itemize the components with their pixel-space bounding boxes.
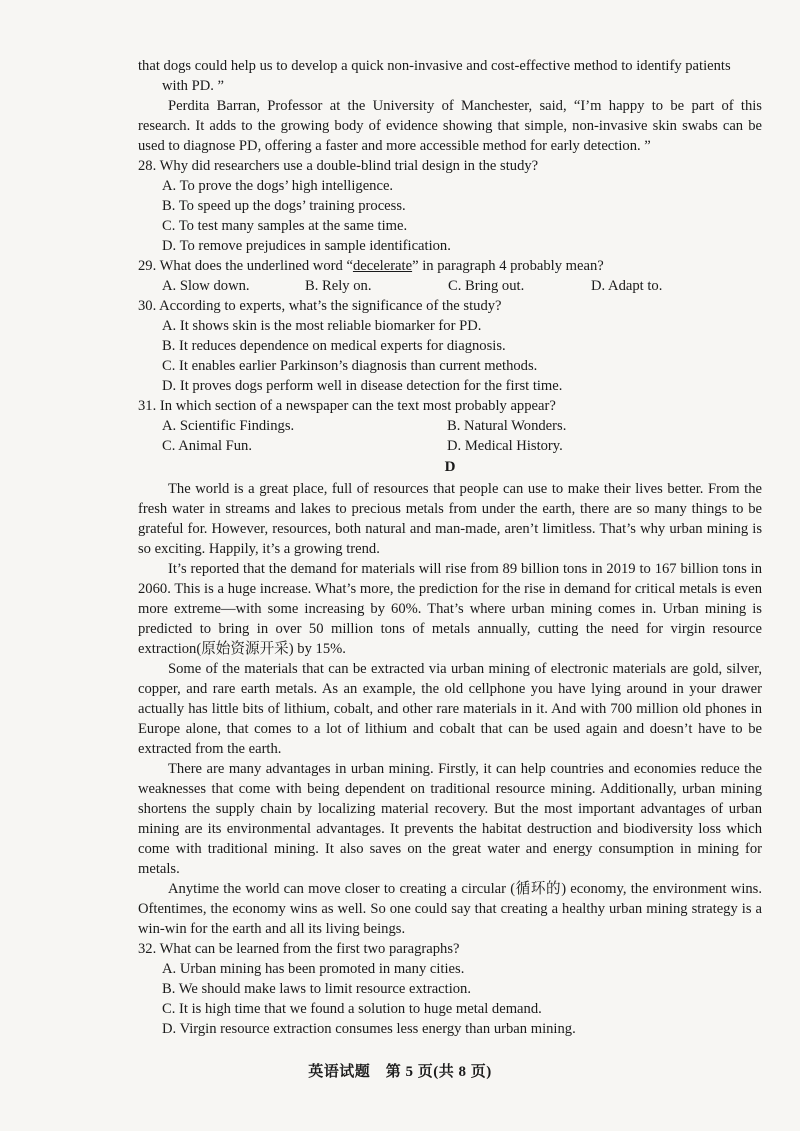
question-31: [138, 396, 762, 456]
passage-d-paragraph-4: There are many advantages in urban mining. Firstly, it can help countries and economies reduce the weaknesses that come with being dependent on traditional resource mining. Additionally, urban mining shortens the supply chain by localizing material recovery. But the most important advantages of urban mining are its environmental advantages. It prevents the habitat destruction and biodiversity loss which come with traditional mining. It also saves on the great water and energy consumption in mining for metals.: [138, 761, 762, 877]
question-32-option-d: D. Virgin resource extraction consumes less energy than urban mining.: [162, 1021, 576, 1037]
question-29-stem: [138, 256, 762, 276]
passage-d-paragraph-5: Anytime the world can move closer to creating a circular (循环的) economy, the environment wins. Oftentimes, the economy wins as well. So one could say that creating a healthy urban mining strategy is a win-win for the earth and all its living beings.: [138, 881, 762, 937]
question-29-option-d: D. Adapt to.: [591, 278, 663, 294]
question-29-option-b: B. Rely on.: [305, 278, 372, 294]
question-30: [138, 296, 762, 396]
question-28-option-a: A. To prove the dogs’ high intelligence.: [162, 178, 394, 194]
question-28-option-d: D. To remove prejudices in sample identification.: [162, 238, 451, 254]
question-31-option-b: B. Natural Wonders.: [447, 418, 567, 434]
question-32: [138, 939, 762, 1039]
passage-d-paragraph-3: Some of the materials that can be extracted via urban mining of electronic materials are gold, silver, copper, and rare earth metals. As an example, the old cellphone you have lying around in your drawer actually has little bits of lithium, cobalt, and other rare materials in it. And with 700 million old phones in Europe alone, that comes to a lot of lithium and cobalt that can be used again and doesn’t have to be extracted from the earth.: [138, 661, 762, 757]
question-30-option-d: D. It proves dogs perform well in disease detection for the first time.: [162, 378, 563, 394]
passage-d-paragraph-1: The world is a great place, full of resources that people can use to make their lives better. From the fresh water in streams and lakes to precious metals from under the earth, there are so many things to be grateful for. However, resources, both natural and man-made, aren’t limitless. That’s why urban mining is so exciting. Happily, it’s a growing trend.: [138, 481, 762, 557]
question-30-option-a: A. It shows skin is the most reliable biomarker for PD.: [162, 318, 482, 334]
question-30-stem: 30. According to experts, what’s the significance of the study?: [138, 298, 502, 314]
question-30-option-b: B. It reduces dependence on medical experts for diagnosis.: [162, 338, 506, 354]
question-31-options-row2: [138, 436, 762, 456]
question-31-options-row1: [138, 416, 762, 436]
question-32-option-b: B. We should make laws to limit resource extraction.: [162, 981, 472, 997]
question-28-option-b: B. To speed up the dogs’ training process.: [162, 198, 406, 214]
page-footer: 英语试题 第 5 页(共 8 页): [308, 1064, 492, 1080]
passage-d-paragraph-2: It’s reported that the demand for materials will rise from 89 billion tons in 2019 to 167 billion tons in 2060. This is a huge increase. What’s more, the prediction for the rise in demand for critical metals is even more extreme—with some increasing by 60%. That’s where urban mining comes in. Urban mining is predicted to bring in over 50 million tons of metals annually, cutting the need for virgin resource extraction(原始资源开采) by 15%.: [138, 561, 762, 657]
question-29-option-a: A. Slow down.: [162, 278, 250, 294]
question-29-option-c: C. Bring out.: [448, 278, 525, 294]
question-31-option-a: A. Scientific Findings.: [162, 418, 295, 434]
underlined-word: decelerate: [352, 258, 413, 274]
question-32-option-c: C. It is high time that we found a solution to huge metal demand.: [162, 1001, 542, 1017]
question-31-option-c: C. Animal Fun.: [162, 438, 253, 454]
question-29: [138, 256, 762, 296]
question-28: [138, 156, 762, 256]
question-28-option-c: C. To test many samples at the same time.: [162, 218, 408, 234]
question-32-option-a: A. Urban mining has been promoted in many cities.: [162, 961, 465, 977]
question-29-options: [138, 276, 762, 296]
question-30-option-c: C. It enables earlier Parkinson’s diagnosis than current methods.: [162, 358, 538, 374]
passage-c-tail-line1: that dogs could help us to develop a quick non-invasive and cost-effective method to identify patients: [138, 58, 731, 74]
section-letter-d: D: [444, 459, 456, 475]
question-28-stem: 28. Why did researchers use a double-blind trial design in the study?: [138, 158, 539, 174]
passage-c-tail-line2: with PD. ”: [162, 78, 225, 94]
question-29-stem-post: ” in paragraph 4 probably mean?: [412, 258, 604, 274]
passage-c-barran-paragraph: Perdita Barran, Professor at the University of Manchester, said, “I’m happy to be part of this research. It adds to the growing body of evidence showing that simple, non-invasive skin swabs can be used to diagnose PD, offering a faster and more accessible method for early detection. ”: [138, 98, 762, 154]
question-29-stem-pre: 29. What does the underlined word “: [138, 258, 353, 274]
question-31-option-d: D. Medical History.: [447, 438, 563, 454]
question-32-stem: 32. What can be learned from the first two paragraphs?: [138, 941, 460, 957]
question-31-stem: 31. In which section of a newspaper can the text most probably appear?: [138, 398, 556, 414]
